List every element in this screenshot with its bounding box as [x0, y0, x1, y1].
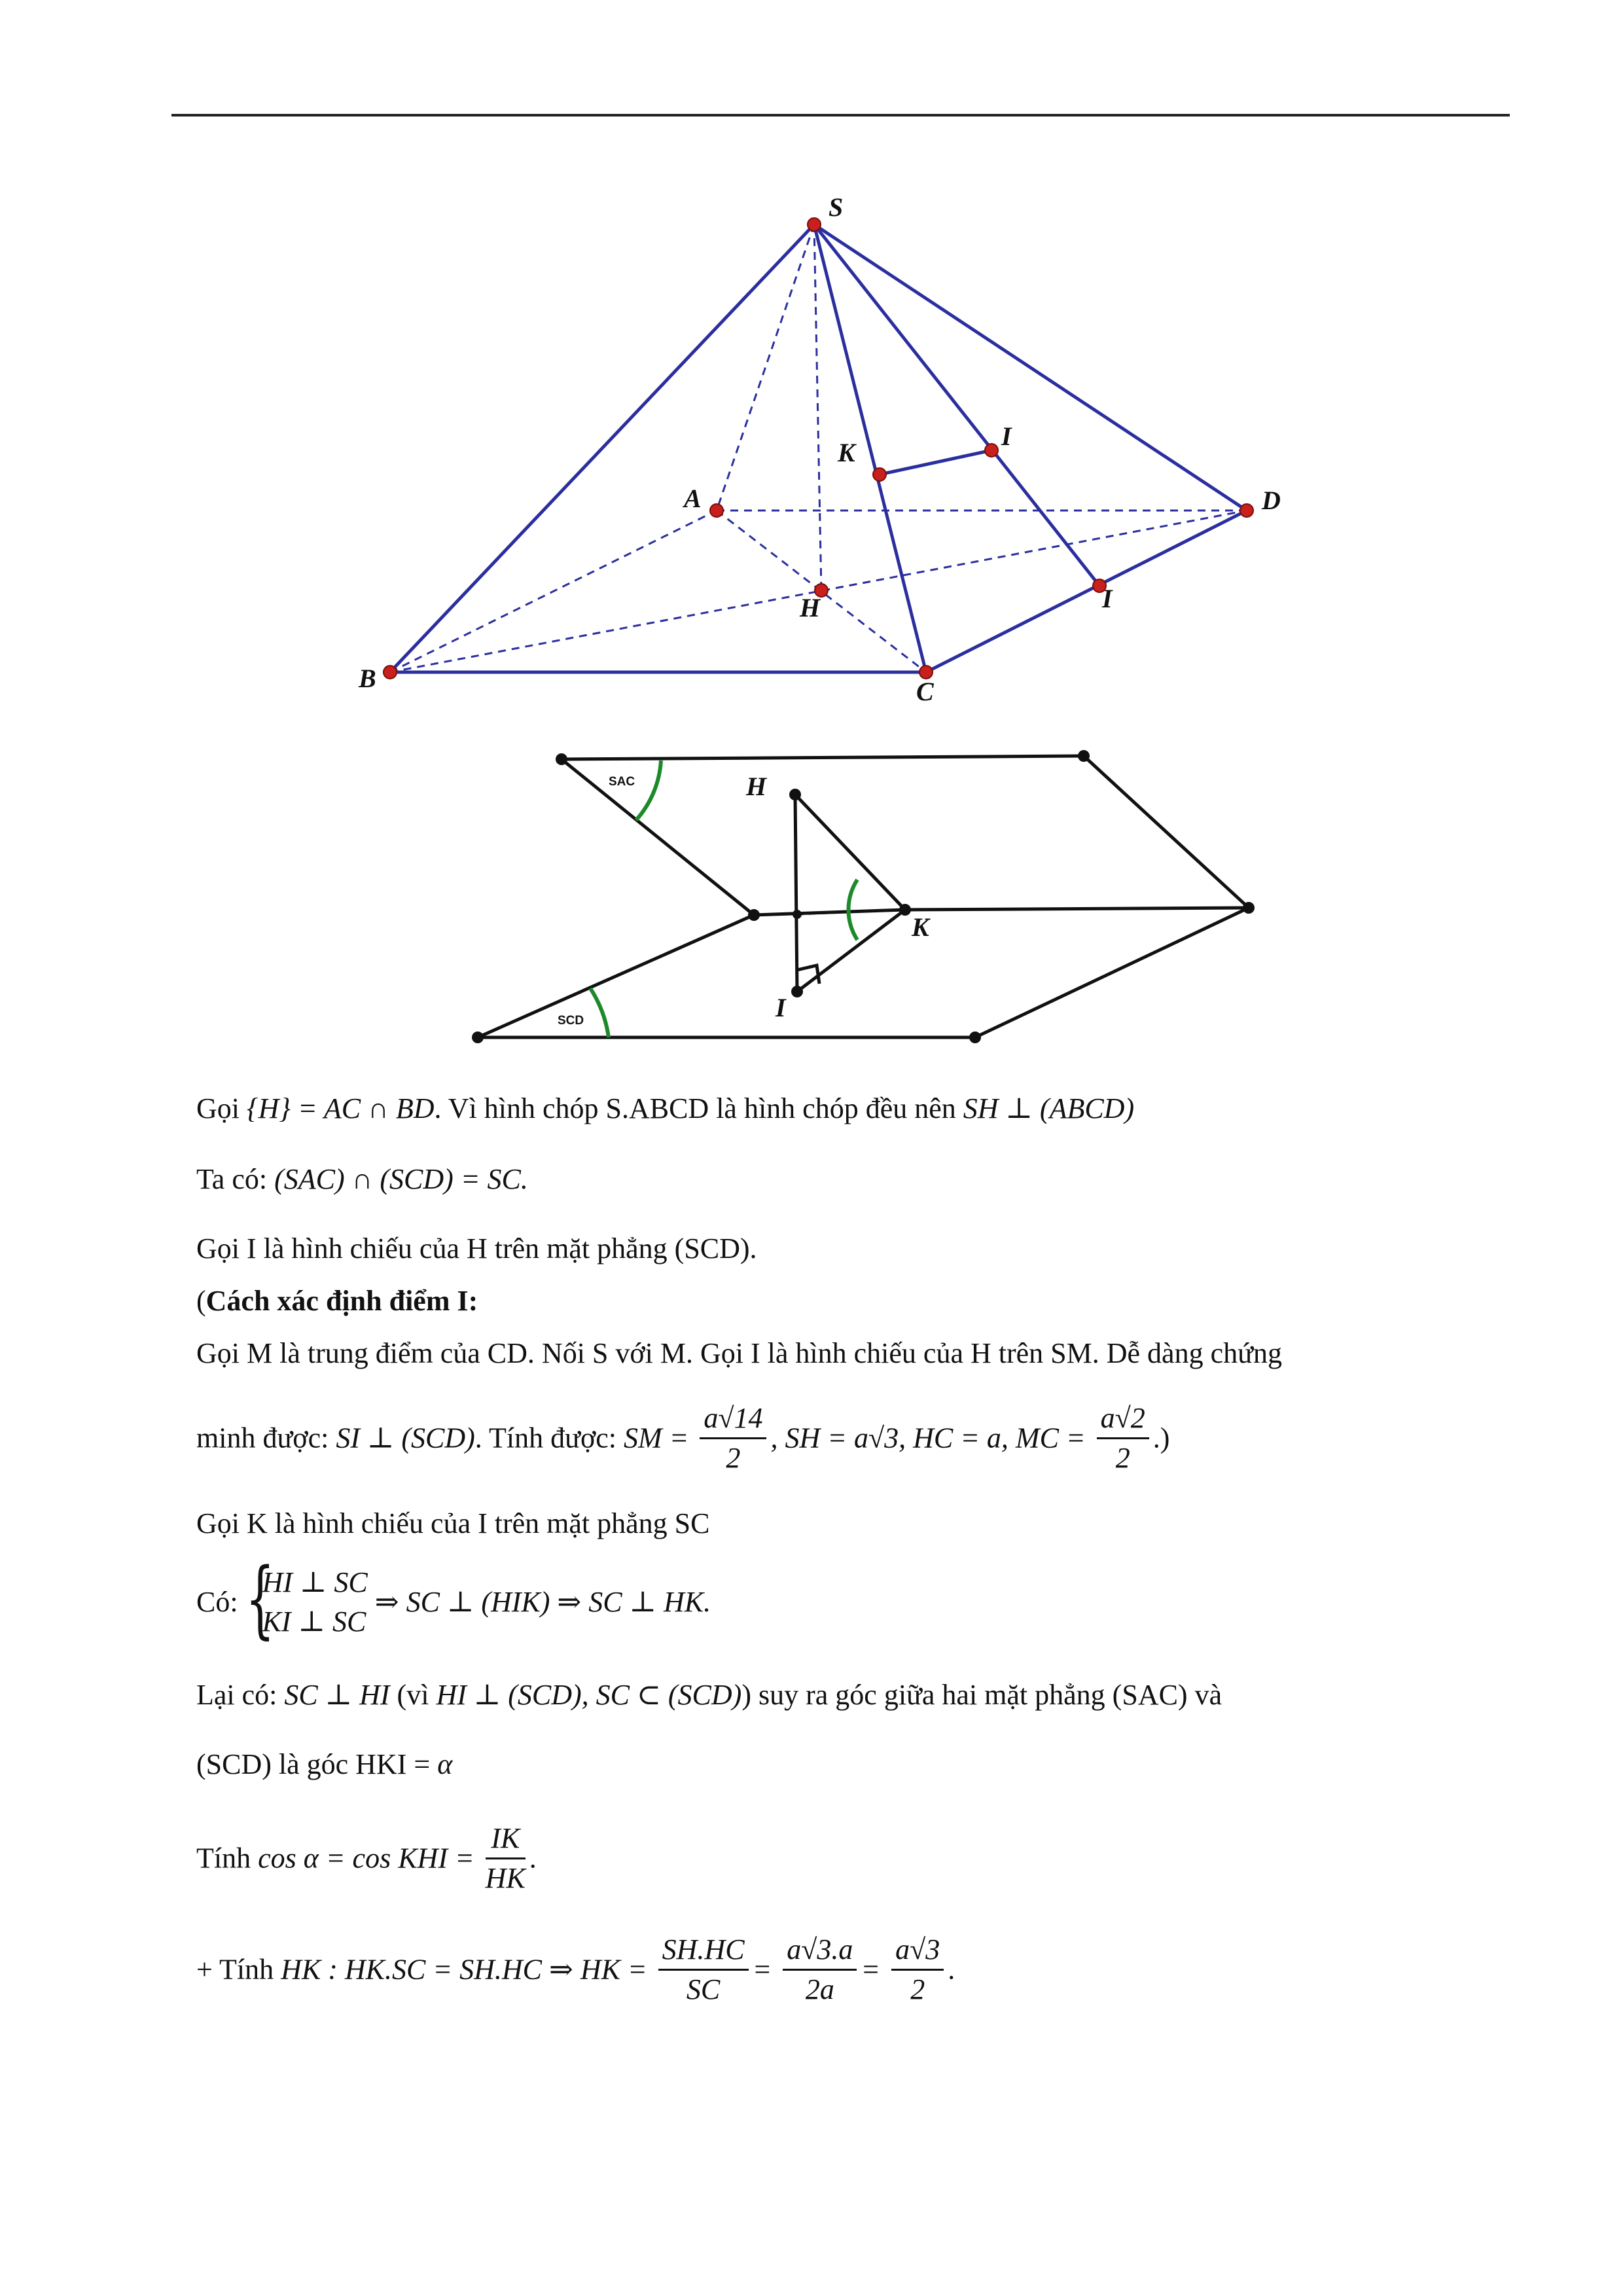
line-12: + Tính HK : HK.SC = SH.HC ⇒ HK = $\frac{SH.HC}{SC}$ = $\frac{a√3.a}{2a}$ = $\frac{a√3}{2}$ .: [196, 1931, 955, 2009]
label-I-bottom: I: [1102, 584, 1113, 613]
fraction-cos: $\frac{IK}{HK}$: [486, 1820, 526, 1897]
fraction-MC: $\frac{a√2}{2}$: [1097, 1399, 1149, 1477]
fraction-SM: $\frac{a√14}{2}$: [700, 1399, 766, 1477]
label-S: S: [829, 192, 844, 222]
label-H2: H: [746, 772, 767, 801]
line-8: Có: { HI ⊥ SC KI ⊥ SC ⇒ SC ⊥ (HIK) ⇒ SC ⊥ HK.: [196, 1551, 711, 1648]
label-I-top: I: [1001, 422, 1012, 451]
angle-arc-SCD: [590, 988, 609, 1037]
line-11: Tính cos α = cos KHI = $\frac{IK}{HK}$ .: [196, 1820, 537, 1897]
label-SCD: SCD: [558, 1014, 584, 1028]
line-9: Lại có: SC ⊥ HI (vì HI ⊥ (SCD), SC ⊂ (SCD)) suy ra góc giữa hai mặt phẳng (SAC) và: [196, 1679, 1222, 1711]
label-H: H: [800, 593, 821, 622]
line-2: Ta có: (SAC) ∩ (SCD) = SC.: [196, 1163, 528, 1195]
line-1: Gọi {H} = AC ∩ BD. Vì hình chóp S.ABCD là hình chóp đều nên SH ⊥ (ABCD): [196, 1092, 1135, 1124]
label-C: C: [916, 677, 934, 706]
label-K2: K: [912, 912, 929, 942]
fraction-HK-2: $\frac{a√3.a}{2a}$: [783, 1931, 857, 2009]
fraction-HK-1: $\frac{SH.HC}{SC}$: [658, 1931, 749, 2009]
angle-arc-K: [848, 880, 857, 940]
dihedral-figure: [0, 0, 1623, 1080]
label-SAC: SAC: [609, 775, 635, 789]
label-B: B: [359, 664, 376, 693]
line-3: Gọi I là hình chiếu của H trên mặt phẳng (SCD).: [196, 1232, 757, 1265]
line-4: (Cách xác định điểm I:: [196, 1285, 478, 1317]
line-10: (SCD) là góc HKI = α: [196, 1748, 453, 1780]
fraction-HK-3: $\frac{a√3}{2}$: [891, 1931, 944, 2009]
line-6: minh được: SI ⊥ (SCD). Tính được: SM = $\frac{a√14}{2}$ , SH = a√3, HC = a, MC = $\frac{a√2}{2}$ .): [196, 1399, 1169, 1477]
system-of-equations: { HI ⊥ SC KI ⊥ SC: [245, 1551, 368, 1648]
angle-arc-SAC: [636, 761, 661, 820]
line-5: Gọi M là trung điểm của CD. Nối S với M. Gọi I là hình chiếu của H trên SM. Dễ dàng chứng: [196, 1337, 1282, 1369]
label-D: D: [1262, 486, 1281, 515]
label-K: K: [838, 438, 855, 467]
label-I2: I: [776, 993, 786, 1022]
line-7: Gọi K là hình chiếu của I trên mặt phẳng SC: [196, 1507, 710, 1539]
label-A: A: [684, 484, 702, 513]
